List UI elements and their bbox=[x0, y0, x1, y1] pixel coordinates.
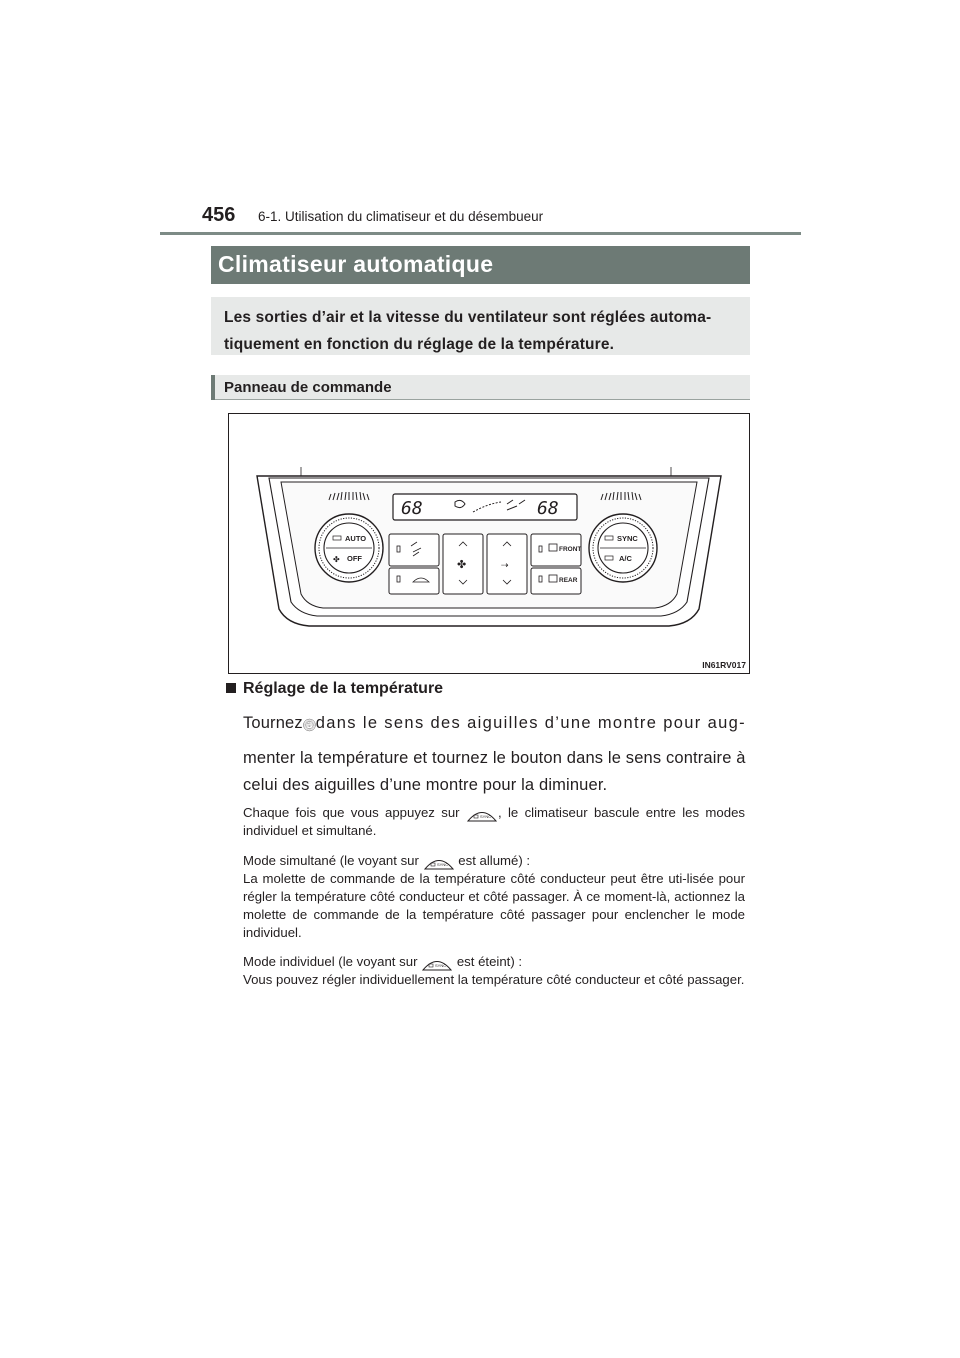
instruction-line-2: menter la température et tournez le bouton dans le sens contraire à bbox=[243, 749, 746, 767]
chapter-title: 6-1. Utilisation du climatiseur et du désembueur bbox=[258, 209, 544, 224]
subsection-title: Panneau de commande bbox=[224, 379, 392, 396]
instruction-line-1 bbox=[243, 714, 746, 744]
control-panel-illustration bbox=[229, 414, 749, 673]
front-button-label: FRONT bbox=[559, 546, 582, 553]
display-temp-left: 68 bbox=[401, 498, 423, 519]
note-sync-toggle bbox=[243, 804, 745, 840]
off-button-label: OFF bbox=[347, 554, 362, 563]
instruction-line-1-rest: dans le sens des aiguilles d’une montre pour aug- bbox=[315, 714, 746, 732]
svg-text:OFF: OFF bbox=[307, 727, 311, 729]
svg-text:SYNC: SYNC bbox=[435, 962, 447, 968]
page-number: 456 bbox=[202, 204, 236, 226]
section-heading-text: Réglage de la température bbox=[243, 680, 444, 697]
header-rule bbox=[160, 232, 801, 235]
note1-text-b: , le climatiseur bascule entre les modes individuel et simultané. bbox=[243, 805, 746, 838]
note-simultaneous-mode bbox=[243, 852, 745, 942]
svg-text:SYNC: SYNC bbox=[479, 813, 492, 819]
note3-body: Vous pouvez régler individuellement la température côté conducteur et côté passager. bbox=[243, 972, 745, 987]
section-heading bbox=[226, 680, 443, 698]
note-individual-mode bbox=[243, 953, 745, 989]
auto-off-dial-icon bbox=[303, 706, 316, 744]
sync-button-icon bbox=[421, 955, 453, 971]
auto-button-label: AUTO bbox=[345, 534, 367, 543]
note3-head-b: est éteint) : bbox=[456, 954, 523, 969]
note2-head-b: est allumé) : bbox=[458, 853, 531, 868]
note2-head-a: Mode simultané (le voyant sur bbox=[243, 853, 419, 868]
figure-code: IN61RV017 bbox=[702, 660, 746, 670]
display-temp-right: 68 bbox=[537, 498, 559, 519]
note1-text-a: Chaque fois que vous appuyez sur bbox=[243, 805, 460, 820]
svg-text:AUTO: AUTO bbox=[307, 723, 312, 725]
bullet-square-icon bbox=[226, 683, 236, 693]
svg-text:✤: ✤ bbox=[333, 555, 340, 564]
title-bar bbox=[211, 246, 750, 284]
svg-text:⇢: ⇢ bbox=[501, 560, 509, 570]
instruction-word-tournez: Tournez bbox=[243, 714, 303, 732]
ac-button-label: A/C bbox=[619, 554, 632, 563]
control-panel-figure bbox=[228, 413, 750, 674]
intro-text: Les sorties d’air et la vitesse du ventilateur sont réglées automa-tiquement en fonction du réglage de la température. bbox=[224, 309, 712, 353]
sync-button-icon bbox=[423, 854, 455, 870]
page-title: Climatiseur automatique bbox=[218, 251, 494, 277]
note2-body: La molette de commande de la température côté conducteur peut être uti-lisée pour régler la température côté conducteur et côté passager. À ce moment-là, actionnez la molette de commande de la température côté passager pour enclencher le mode individuel. bbox=[243, 871, 745, 940]
subsection-bar bbox=[211, 375, 750, 400]
rear-button-label: REAR bbox=[559, 577, 578, 584]
intro-box bbox=[211, 297, 750, 355]
svg-text:SYNC: SYNC bbox=[436, 861, 448, 867]
instruction-line-3: celui des aiguilles d’une montre pour la diminuer. bbox=[243, 776, 608, 794]
sync-button-icon bbox=[466, 806, 498, 822]
note3-head-a: Mode individuel (le voyant sur bbox=[243, 954, 418, 969]
svg-text:✤: ✤ bbox=[457, 559, 467, 571]
sync-button-label: SYNC bbox=[617, 534, 638, 543]
